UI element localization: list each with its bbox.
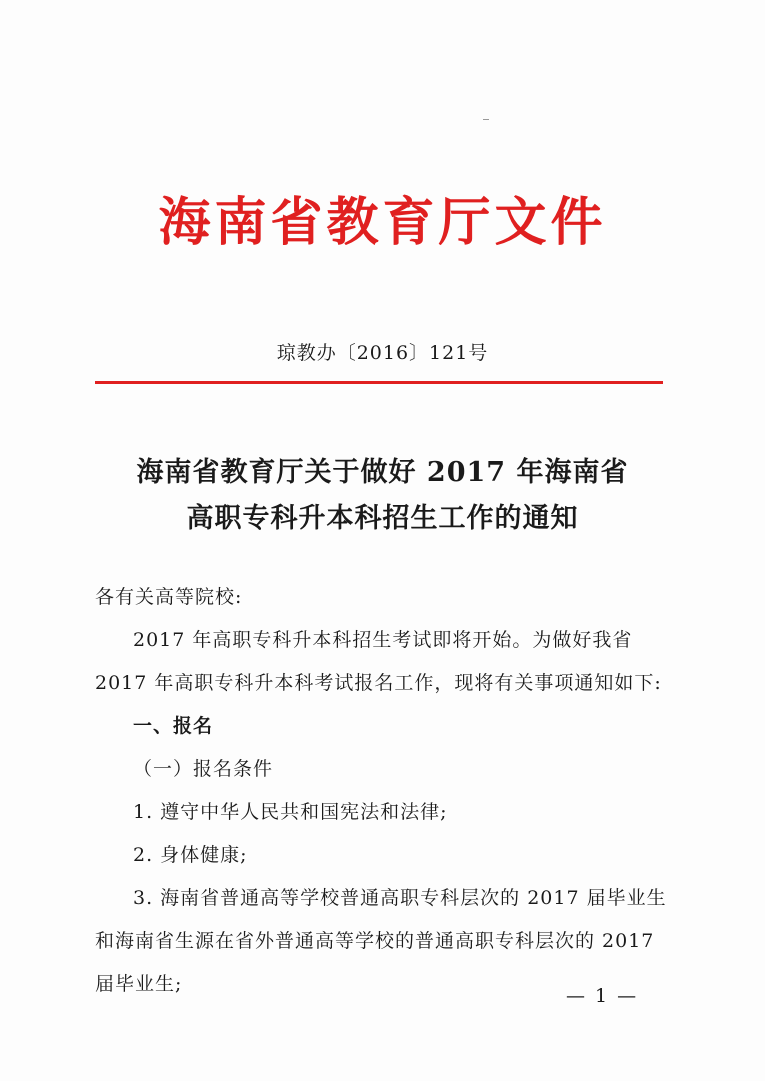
notice-title — [0, 450, 765, 542]
condition-item-3: 3. 海南省普通高等学校普通高职专科层次的 2017 届毕业生和海南省生源在省外普通高等学校的普通高职专科层次的 2017 届毕业生; — [95, 887, 667, 995]
notice-title-line-1: 海南省教育厅关于做好 2017 年海南省 — [136, 457, 629, 488]
red-divider-line — [95, 381, 663, 384]
notice-title-line-2: 高职专科升本科招生工作的通知 — [186, 503, 579, 534]
notice-body — [95, 576, 670, 1006]
salutation: 各有关高等院校: — [95, 586, 243, 608]
page-number: — 1 — — [566, 985, 639, 1007]
condition-item-1: 1. 遵守中华人民共和国宪法和法律; — [133, 801, 448, 823]
section-heading-registration: 一、报名 — [133, 715, 214, 737]
subsection-heading-conditions: （一）报名条件 — [133, 758, 274, 780]
document-number: 琼教办〔2016〕121号 — [276, 342, 489, 364]
issuer-title: 海南省教育厅文件 — [158, 192, 607, 253]
scan-speck — [483, 119, 489, 120]
condition-item-2: 2. 身体健康; — [133, 844, 248, 866]
intro-paragraph: 2017 年高职专科升本科招生考试即将开始。为做好我省 2017 年高职专科升本科考试报名工作，现将有关事项通知如下: — [95, 629, 662, 694]
